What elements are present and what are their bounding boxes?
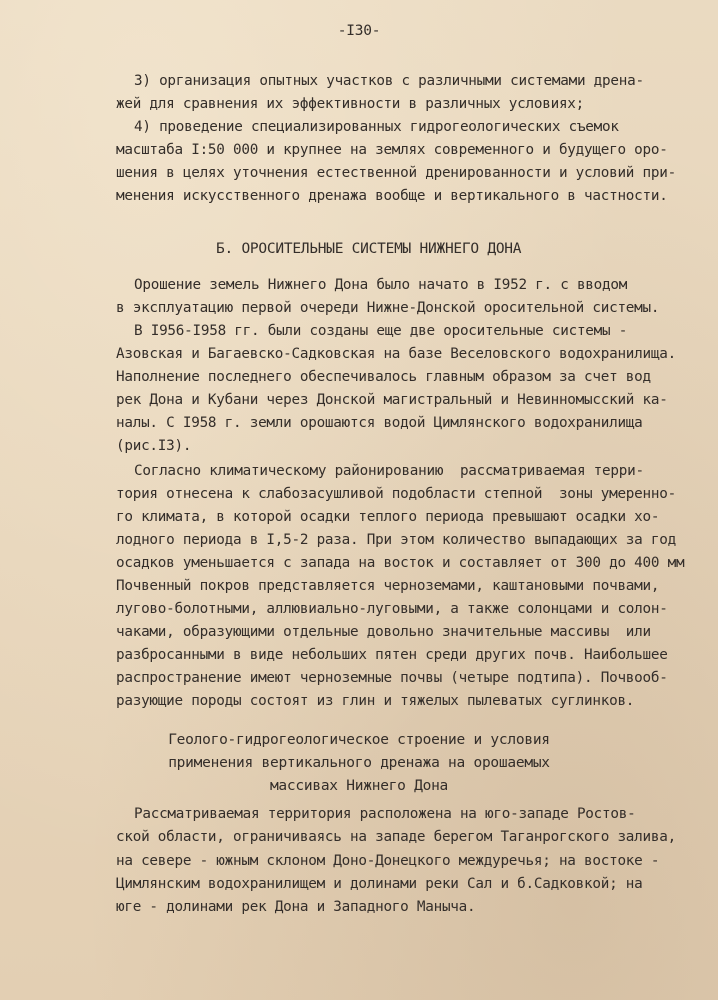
text-line: осадков уменьшается с запада на восток и составляет от 300 до 400 мм (116, 555, 685, 571)
page-number: -I30- (337, 23, 381, 39)
subheading-line: массивах Нижнего Дона (269, 778, 449, 794)
text-line: Согласно климатическому районированию рассматриваемая терри- (134, 463, 644, 479)
text-line: лугово-болотными, аллювиально-луговыми, а также солонцами и солон- (116, 601, 668, 617)
text-line: Орошение земель Нижнего Дона было начато в I952 г. с вводом (134, 277, 628, 293)
text-line: шения в целях уточнения естественной дренированности и условий при- (116, 165, 676, 181)
text-line: налы. С I958 г. земли орошаются водой Цимлянского водохранилища (116, 415, 643, 431)
text-line: масштаба I:50 000 и крупнее на землях современного и будущего оро- (116, 142, 668, 158)
subheading-line: применения вертикального дренажа на орошаемых (168, 755, 550, 771)
text-line: 3) организация опытных участков с различными системами дрена- (134, 73, 644, 89)
text-line: Рассматриваемая территория расположена на юго-западе Ростов- (134, 806, 636, 822)
text-line: ской области, ограничиваясь на западе берегом Таганрогского залива, (116, 829, 676, 845)
section-heading: Б. ОРОСИТЕЛЬНЫЕ СИСТЕМЫ НИЖНЕГО ДОНА (216, 241, 522, 257)
text-line: (рис.I3). (116, 438, 192, 454)
text-line: Цимлянским водохранилищем и долинами реки Сал и б.Садковкой; на (116, 876, 643, 892)
text-line: на севере - южным склоном Доно-Донецкого междуречья; на востоке - (116, 853, 660, 869)
text-line: рек Дона и Кубани через Донской магистральный и Невинномысский ка- (116, 392, 668, 408)
text-line: разбросанными в виде небольших пятен среди других почв. Наибольшее (116, 647, 668, 663)
text-line: в эксплуатацию первой очереди Нижне-Донской оросительной системы. (116, 300, 660, 316)
text-line: 4) проведение специализированных гидрогеологических съемок (134, 119, 619, 135)
text-line: В I956-I958 гг. были созданы еще две оросительные системы - (134, 323, 628, 339)
subheading-line: Геолого-гидрогеологическое строение и условия (168, 732, 550, 748)
text-line: тория отнесена к слабозасушливой подобласти степной зоны умеренно- (116, 486, 676, 502)
text-line: чаками, образующими отдельные довольно значительные массивы или (116, 624, 651, 640)
text-line: Почвенный покров представляется черноземами, каштановыми почвами, (116, 578, 660, 594)
text-line: го климата, в которой осадки теплого периода превышают осадки хо- (116, 509, 660, 525)
text-line: жей для сравнения их эффективности в различных условиях; (116, 96, 585, 112)
text-line: Наполнение последнего обеспечивалось главным образом за счет вод (116, 369, 651, 385)
text-line: юге - долинами рек Дона и Западного Маныча. (116, 899, 476, 915)
text-line: менения искусственного дренажа вообще и вертикального в частности. (116, 188, 668, 204)
text-line: разующие породы состоят из глин и тяжелых пылеватых суглинков. (116, 693, 635, 709)
text-line: лодного периода в I,5-2 раза. При этом количество выпадающих за год (116, 532, 676, 548)
text-line: распространение имеют черноземные почвы (четыре подтипа). Почвооб- (116, 670, 668, 686)
text-line: Азовская и Багаевско-Садковская на базе Веселовского водохранилища. (116, 346, 676, 362)
